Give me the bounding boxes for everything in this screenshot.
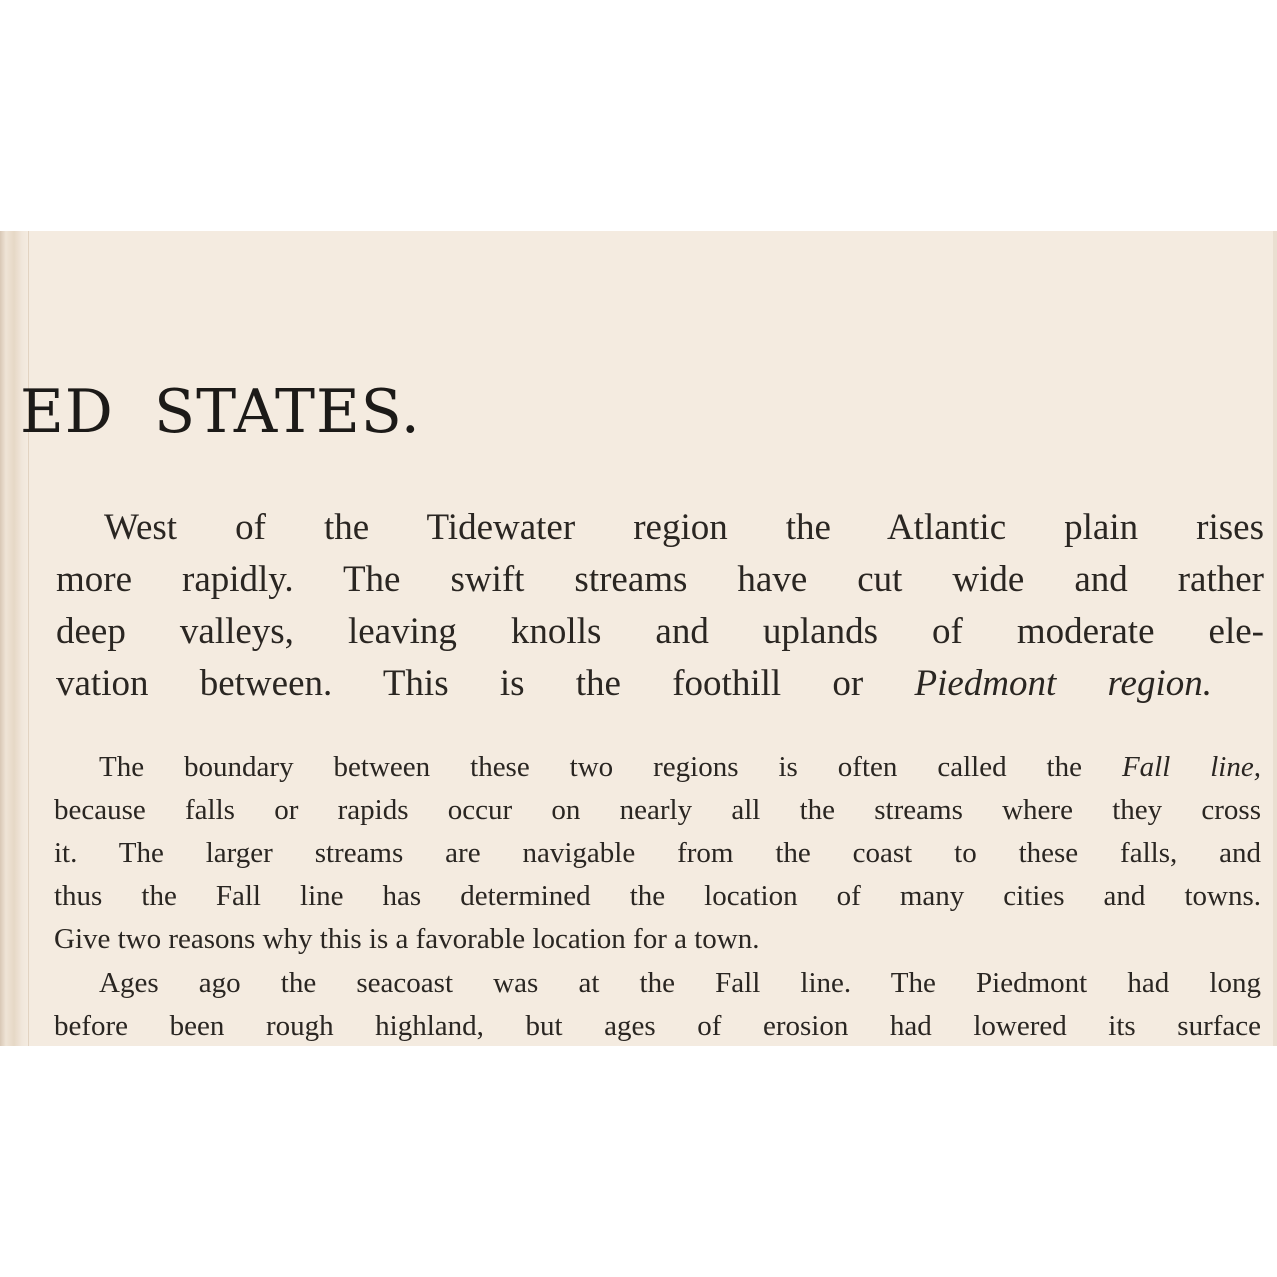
paragraph-1-line-4-text: vation between. This is the foothill or [56, 663, 864, 704]
paragraph-2-line-1 [99, 746, 1261, 789]
page-right-edge [1273, 231, 1277, 1046]
fall-line-term: Fall line, [1121, 751, 1261, 783]
scanned-page [0, 231, 1277, 1046]
paragraph-2-line-4: thus the Fall line has determined the location of many cities and towns. [54, 880, 1261, 912]
paragraph-2-line-1-text: The boundary between these two regions is often called the [99, 751, 1082, 783]
paragraph-2-line-2: because falls or rapids occur on nearly all the streams where they cross [54, 794, 1261, 826]
page-fold-edge [0, 231, 29, 1046]
piedmont-region-term: Piedmont region. [914, 663, 1212, 704]
paragraph-2-line-5: Give two reasons why this is a favorable location for a town. [54, 923, 760, 955]
paragraph-1-line-1: West of the Tidewater region the Atlantic plain rises [104, 507, 1264, 548]
paragraph-1-line-4 [56, 658, 1212, 710]
paragraph-2-line-3: it. The larger streams are navigable from the coast to these falls, and [54, 837, 1261, 869]
paragraph-1-line-2: more rapidly. The swift streams have cut wide and rather [56, 559, 1264, 600]
section-heading: ED STATES. [20, 377, 421, 447]
paragraph-1-line-3: deep valleys, leaving knolls and uplands of moderate ele- [56, 611, 1264, 652]
paragraph-3-line-1: Ages ago the seacoast was at the Fall line. The Piedmont had long [99, 967, 1261, 999]
paragraph-3-line-2: before been rough highland, but ages of erosion had lowered its surface [54, 1010, 1261, 1042]
